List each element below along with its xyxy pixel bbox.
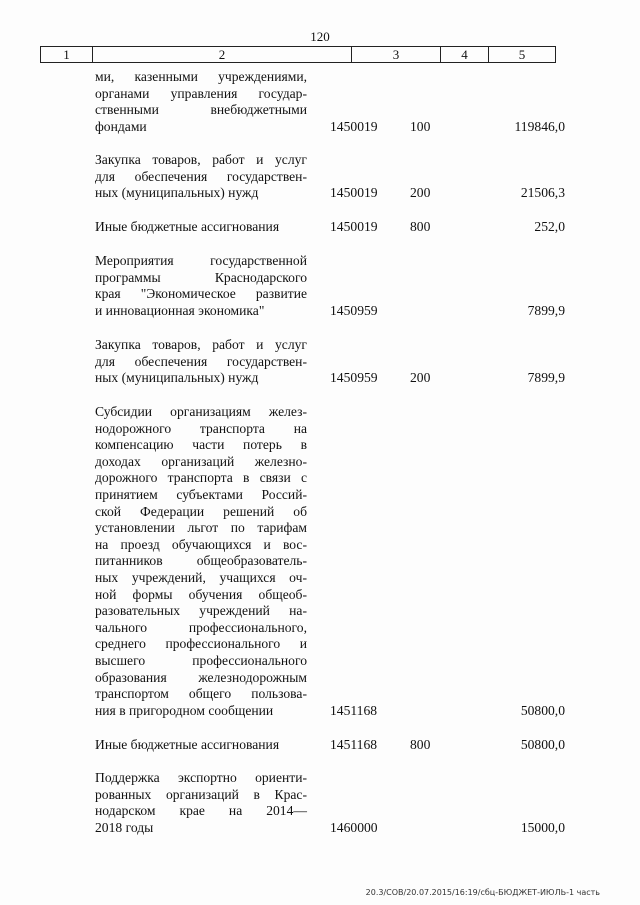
amount-value: 50800,0 (520, 702, 565, 718)
description-line: среднего профессионального и (95, 636, 307, 652)
description-line: ской Федерации решений об (95, 503, 307, 519)
amount-value: 119846,0 (514, 118, 565, 134)
target-article-code: 1460000 (330, 819, 378, 835)
amount-value: 7899,9 (527, 302, 565, 318)
description-line: органами управления государ- (95, 85, 307, 101)
description-line: разовательных учреждений на- (95, 603, 307, 619)
description-line: компенсацию части потерь в (95, 437, 307, 453)
description-line: образования железнодорожным (95, 669, 307, 685)
description-line: Закупка товаров, работ и услуг (95, 337, 307, 352)
table-row (95, 404, 565, 719)
column-header-4: 4 (440, 47, 488, 62)
target-article-code: 1451168 (330, 702, 378, 718)
row-description (95, 219, 307, 236)
description-line: ми, казенными учреждениями, (95, 69, 307, 84)
description-line: Поддержка экспортно ориенти- (95, 770, 307, 785)
column-header-1: 1 (63, 47, 70, 62)
row-description (95, 253, 307, 319)
table-row (95, 253, 565, 319)
description-line: установлении льгот по тарифам (95, 520, 307, 536)
row-description (95, 152, 307, 202)
amount-value: 252,0 (534, 219, 565, 234)
table-row (95, 770, 565, 836)
description-line: Мероприятия государственной (95, 253, 307, 268)
description-line: 2018 годы (95, 819, 154, 835)
row-description (95, 737, 307, 754)
description-line: дорожного транспорта в связи с (95, 470, 307, 486)
description-line: принятием субъектами Россий- (95, 486, 307, 502)
target-article-code: 1450019 (330, 185, 378, 201)
amount-value: 15000,0 (520, 819, 565, 835)
description-line: Закупка товаров, работ и услуг (95, 152, 307, 167)
description-line: программы Краснодарского (95, 269, 307, 285)
target-article-code: 1450959 (330, 370, 378, 386)
column-header-2: 2 (92, 47, 351, 62)
description-line: нодорожного транспорта на (95, 420, 307, 436)
description-line: Иные бюджетные ассигнования (95, 219, 280, 234)
target-article-code: 1450019 (330, 219, 378, 234)
amount-value: 7899,9 (527, 370, 565, 386)
table-row (95, 152, 565, 202)
amount-value: 21506,3 (520, 185, 565, 201)
description-line: транспортом общего пользова- (95, 686, 307, 702)
table-row (95, 69, 565, 135)
description-line: ной формы обучения общеоб- (95, 586, 307, 602)
table-header (40, 46, 556, 63)
description-line: рованных организаций в Крас- (95, 786, 307, 802)
document-footer-code: 20.3/СОВ/20.07.2015/16:19/сбц-БЮДЖЕТ-ИЮЛЬ-1 часть (365, 888, 600, 897)
description-line: Субсидии организациям желез- (95, 404, 307, 419)
description-line: Иные бюджетные ассигнования (95, 737, 280, 752)
row-description (95, 404, 307, 719)
expense-type-code: 200 (410, 370, 431, 386)
expense-type-code: 800 (410, 737, 431, 752)
description-line: ных (муниципальных) нужд (95, 370, 259, 386)
description-line: для обеспечения государствен- (95, 353, 307, 369)
page-number: 120 (310, 29, 330, 44)
row-description (95, 770, 307, 836)
description-line: питанников общеобразователь- (95, 553, 307, 569)
expense-type-code: 200 (410, 185, 431, 201)
description-line: ния в пригородном сообщении (95, 702, 274, 718)
amount-value: 50800,0 (520, 737, 565, 752)
description-line: на проезд обучающихся и вос- (95, 536, 307, 552)
column-header-5: 5 (488, 47, 555, 62)
description-line: доходах организаций железно- (95, 453, 307, 469)
description-line: ственными внебюджетными (95, 102, 307, 118)
description-line: чального профессионального, (95, 619, 307, 635)
description-line: и инновационная экономика" (95, 302, 265, 318)
description-line: края "Экономическое развитие (95, 286, 307, 302)
target-article-code: 1450959 (330, 302, 378, 318)
table-row (95, 219, 565, 236)
expense-type-code: 100 (410, 118, 431, 134)
target-article-code: 1450019 (330, 118, 378, 134)
row-description (95, 337, 307, 387)
description-line: ных (муниципальных) нужд (95, 185, 259, 201)
description-line: для обеспечения государствен- (95, 168, 307, 184)
table-row (95, 737, 565, 754)
description-line: ных учреждений, учащихся оч- (95, 569, 307, 585)
table-row (95, 337, 565, 387)
expense-type-code: 800 (410, 219, 431, 234)
description-line: нодарском крае на 2014— (95, 803, 307, 819)
description-line: высшего профессионального (95, 652, 307, 668)
description-line: фондами (95, 118, 147, 134)
row-description (95, 69, 307, 135)
target-article-code: 1451168 (330, 737, 378, 752)
column-header-3: 3 (351, 47, 440, 62)
